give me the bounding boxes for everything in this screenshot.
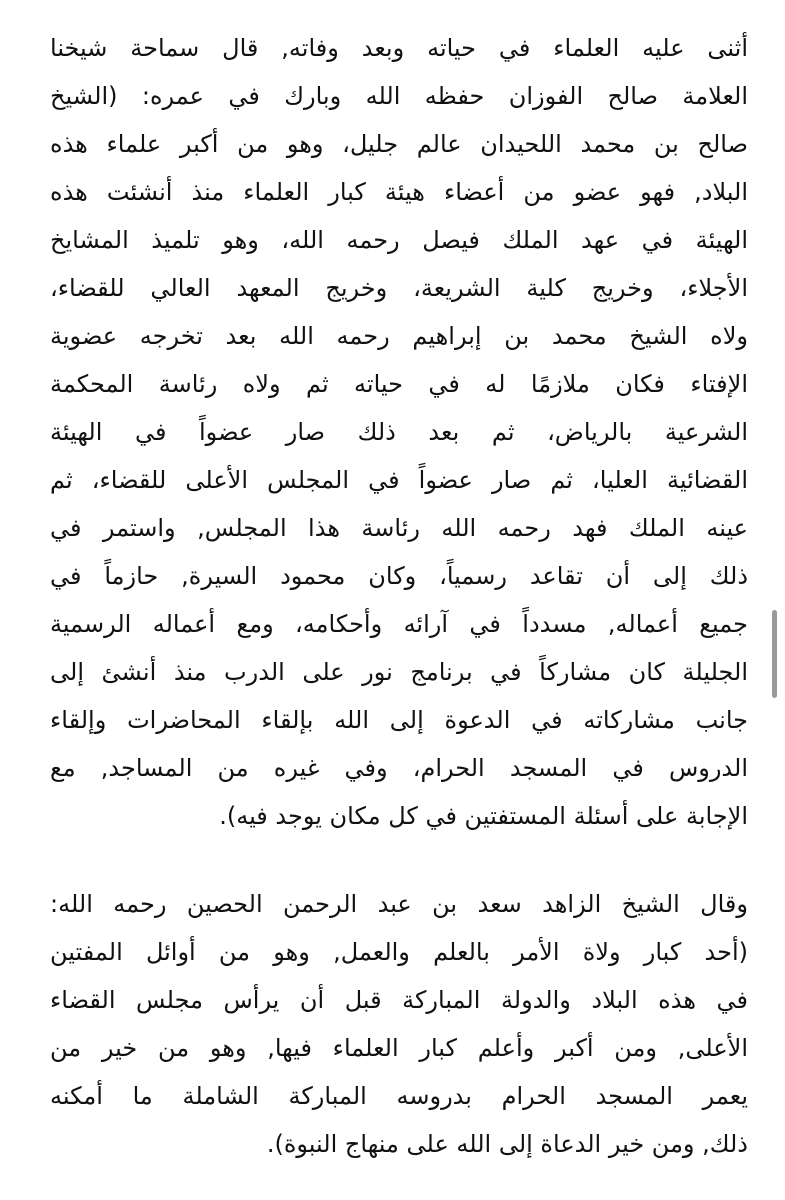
text-line: الأجلاء، وخريج كلية الشريعة، وخريج المعهد العالي للقضاء، — [50, 274, 748, 302]
text-line: الأعلى, ومن أكبر وأعلم كبار العلماء فيها, وهو من خير من — [50, 1034, 748, 1062]
text-line: الدروس في المسجد الحرام، وفي غيره من المساجد, مع — [50, 754, 748, 782]
text-line: ذلك إلى أن تقاعد رسمياً، وكان محمود السيرة, حازماً في — [50, 562, 748, 590]
scrollbar-thumb[interactable] — [772, 610, 777, 698]
text-line: ذلك, ومن خير الدعاة إلى الله على منهاج النبوة). — [266, 1130, 748, 1158]
text-line: (أحد كبار ولاة الأمر بالعلم والعمل, وهو من أوائل المفتين — [50, 938, 748, 966]
text-line: البلاد, فهو عضو من أعضاء هيئة كبار العلماء منذ أنشئت هذه — [50, 178, 748, 206]
quote-paragraph-husayn — [50, 880, 748, 1168]
text-line: وقال الشيخ الزاهد سعد بن عبد الرحمن الحصين رحمه الله: — [50, 890, 748, 918]
text-line: القضائية العليا، ثم صار عضواً في المجلس الأعلى للقضاء، ثم — [50, 466, 748, 494]
text-line: جانب مشاركاته في الدعوة إلى الله بإلقاء المحاضرات وإلقاء — [50, 706, 748, 734]
text-line: جميع أعماله, مسدداً في آرائه وأحكامه، ومع أعماله الرسمية — [50, 610, 748, 638]
quote-paragraph-fawzan — [50, 24, 748, 840]
text-line: يعمر المسجد الحرام بدروسه المباركة الشاملة ما أمكنه — [50, 1082, 748, 1110]
text-line: أثنى عليه العلماء في حياته وبعد وفاته, قال سماحة شيخنا — [50, 34, 748, 62]
text-line: ولاه الشيخ محمد بن إبراهيم رحمه الله بعد تخرجه عضوية — [50, 322, 748, 350]
text-line: العلامة صالح الفوزان حفظه الله وبارك في عمره: (الشيخ — [50, 82, 748, 110]
text-line: الشرعية بالرياض، ثم بعد ذلك صار عضواً في الهيئة — [50, 418, 748, 446]
text-line: صالح بن محمد اللحيدان عالم جليل، وهو من أكبر علماء هذه — [50, 130, 748, 158]
text-line: الإجابة على أسئلة المستفتين في كل مكان يوجد فيه). — [219, 802, 748, 830]
text-line: الهيئة في عهد الملك فيصل رحمه الله، وهو تلميذ المشايخ — [50, 226, 748, 254]
text-line: عينه الملك فهد رحمه الله رئاسة هذا المجلس, واستمر في — [50, 514, 748, 542]
text-line: في هذه البلاد والدولة المباركة قبل أن يرأس مجلس القضاء — [50, 986, 748, 1014]
text-line: الجليلة كان مشاركاً في برنامج نور على الدرب منذ أنشئ إلى — [50, 658, 748, 686]
text-line: الإفتاء فكان ملازمًا له في حياته ثم ولاه رئاسة المحكمة — [50, 370, 748, 398]
